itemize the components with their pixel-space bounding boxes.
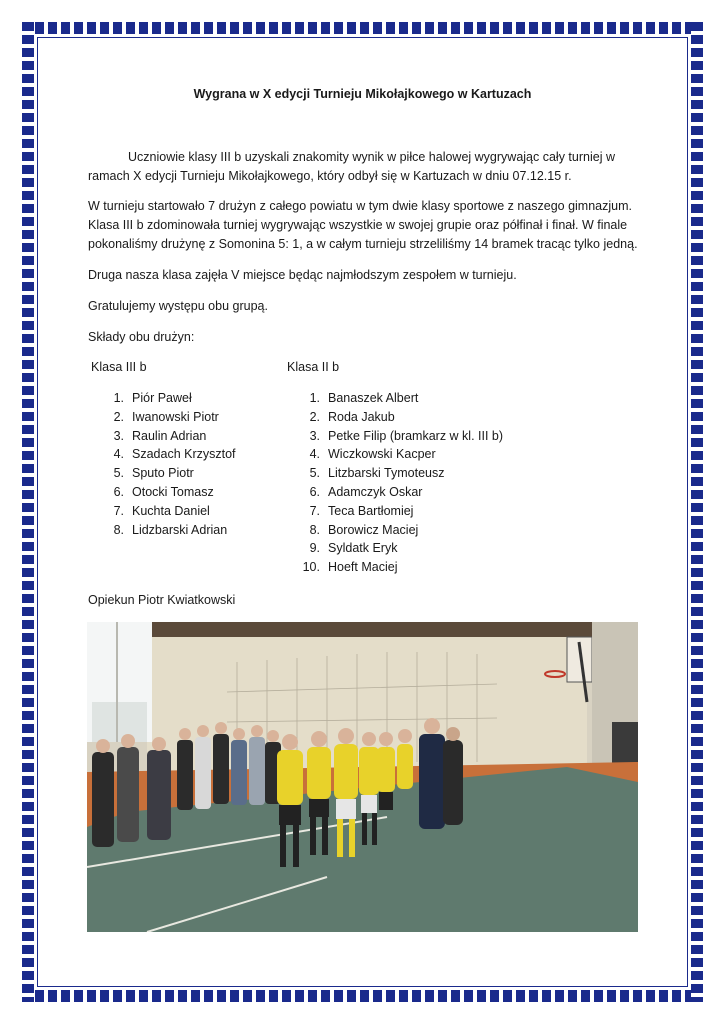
player-name: Raulin Adrian: [132, 428, 207, 443]
page-border-bottom: [22, 990, 703, 1002]
player-name: Szadach Krzysztof: [132, 447, 236, 462]
team-a-player: [100, 483, 236, 502]
team-b-player: [296, 502, 503, 521]
player-name: Petke Filip (bramkarz w kl. III b): [328, 428, 504, 443]
team-a-heading: Klasa III b: [91, 360, 147, 374]
player-number: 9.: [309, 541, 320, 556]
player-name: Lidzbarski Adrian: [132, 522, 228, 537]
player-number: 4.: [309, 447, 320, 462]
player-number: 10.: [302, 560, 320, 575]
player-number: 7.: [309, 503, 320, 518]
page-border-right: [691, 22, 703, 1002]
player-number: 1.: [113, 391, 124, 405]
player-number: 4.: [113, 447, 124, 462]
page-border-left: [22, 22, 34, 1002]
player-name: Piór Paweł: [132, 391, 192, 405]
player-number: 7.: [113, 503, 124, 518]
player-number: 5.: [309, 466, 320, 481]
coach-line: Opiekun Piotr Kwiatkowski: [88, 593, 236, 607]
team-b-player: [296, 539, 503, 558]
player-name: Wiczkowski Kacper: [328, 447, 436, 462]
player-number: 8.: [113, 522, 124, 537]
player-name: Hoeft Maciej: [328, 560, 398, 575]
player-number: 6.: [309, 484, 320, 499]
team-b-player: [296, 427, 503, 446]
team-b-player: [296, 389, 503, 408]
player-name: Banaszek Albert: [328, 391, 419, 405]
player-name: Iwanowski Piotr: [132, 409, 219, 424]
team-a-player: [100, 389, 236, 408]
team-b-roster: [296, 389, 503, 577]
player-number: 2.: [113, 409, 124, 424]
team-a-player: [100, 408, 236, 427]
document-title: Wygrana w X edycji Turnieju Mikołajkowego w Kartuzach: [193, 87, 532, 101]
team-photo: [87, 622, 638, 932]
team-a-player: [100, 464, 236, 483]
team-b-heading: Klasa II b: [287, 360, 340, 374]
player-name: Roda Jakub: [328, 409, 395, 424]
paragraph-tournament: W turnieju startowało 7 drużyn z całego powiatu w tym dwie klasy sportowe z naszego gimnazjum. Klasa III b zdominowała turniej wygrywając wszystkie w swojej grupie oraz półfinał i finał. W finale pokonaliśmy drużynę z Somonina 5: 1, a w całym turnieju strzeliliśmy 14 bramek tracąc tylko jedną.: [88, 199, 638, 251]
player-number: 5.: [113, 466, 124, 481]
player-number: 3.: [309, 428, 320, 443]
team-photo-image: [87, 622, 638, 932]
paragraph-intro: Uczniowie klasy III b uzyskali znakomity wynik w piłce halowej wygrywając cały turniej w ramach X edycji Turnieju Mikołajkowego, który odbył się w Kartuzach w dniu 07.12.15 r.: [88, 150, 615, 183]
team-a-player: [100, 502, 236, 521]
player-name: Otocki Tomasz: [132, 484, 214, 499]
player-name: Adamczyk Oskar: [328, 484, 423, 499]
paragraph-congrats: Gratulujemy występu obu grupą.: [88, 299, 268, 313]
player-name: Litzbarski Tymoteusz: [328, 466, 445, 481]
paragraph-second-class: Druga nasza klasa zajęła V miejsce będąc najmłodszym zespołem w turnieju.: [88, 268, 517, 282]
team-b-player: [296, 408, 503, 427]
player-name: Kuchta Daniel: [132, 503, 210, 518]
player-number: 8.: [309, 522, 320, 537]
team-b-player: [296, 483, 503, 502]
player-name: Borowicz Maciej: [328, 522, 419, 537]
player-name: Sputo Piotr: [132, 466, 194, 481]
team-b-player: [296, 558, 503, 577]
player-number: 1.: [309, 391, 320, 405]
team-a-roster: [100, 389, 236, 539]
team-a-player: [100, 445, 236, 464]
player-name: Teca Bartłomiej: [328, 503, 414, 518]
player-number: 2.: [309, 409, 320, 424]
paragraph-rosters-heading: Składy obu drużyn:: [88, 330, 195, 344]
team-a-player: [100, 521, 236, 540]
team-b-player: [296, 445, 503, 464]
player-number: 6.: [113, 484, 124, 499]
page-border-top: [22, 22, 703, 34]
team-a-player: [100, 427, 236, 446]
player-name: Syldatk Eryk: [328, 541, 398, 556]
team-b-player: [296, 521, 503, 540]
player-number: 3.: [113, 428, 124, 443]
team-b-player: [296, 464, 503, 483]
